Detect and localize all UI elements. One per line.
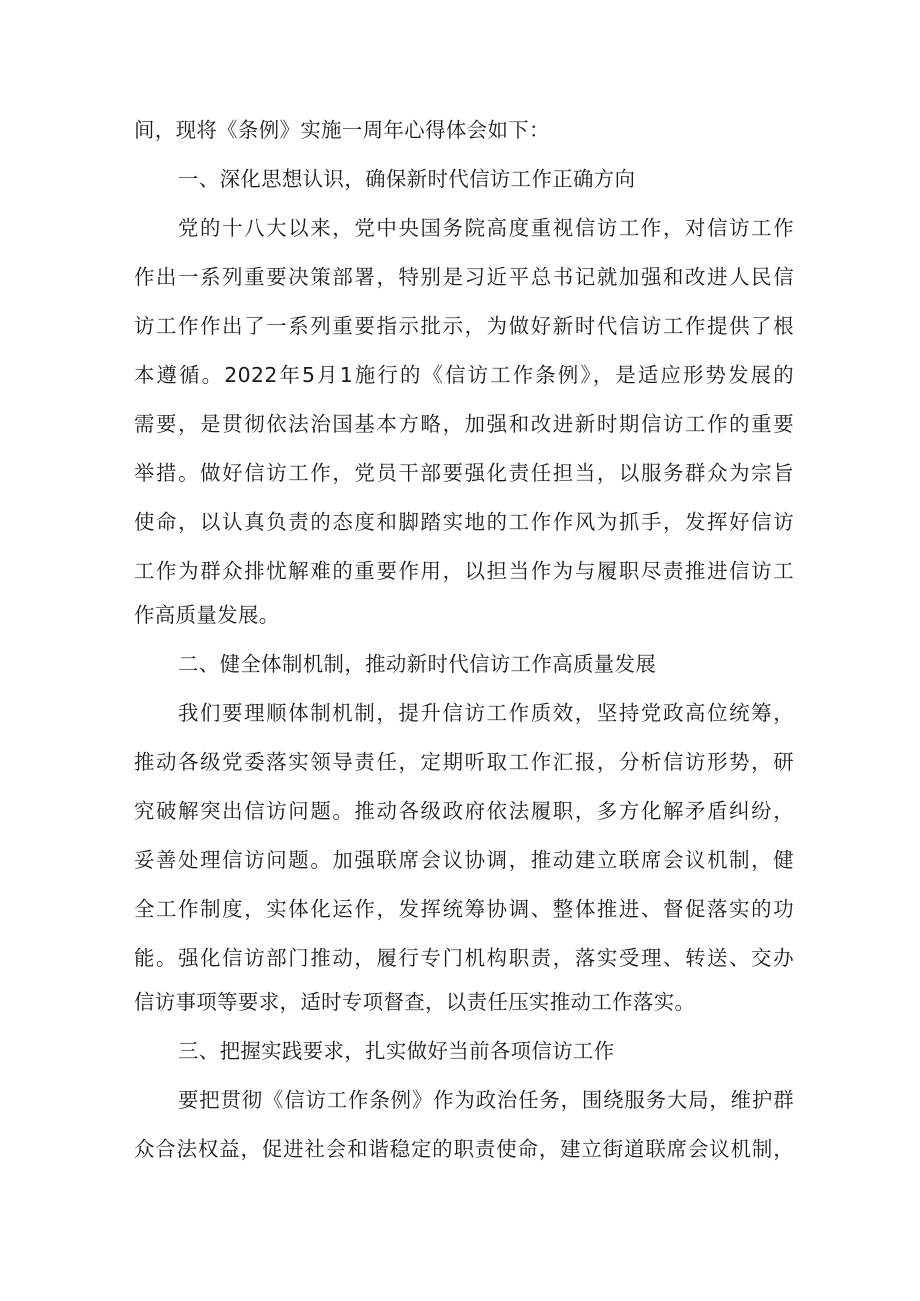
paragraph-line: 妥善处理信访问题。加强联席会议协调，推动建立联席会议机制，健 [134,848,794,872]
paragraph-line: 作高质量发展。 [134,603,280,627]
paragraph-line: 全工作制度，实体化运作，发挥统筹协调、整体推进、督促落实的功 [134,897,794,921]
paragraph-line: 众合法权益，促进社会和谐稳定的职责使命，建立街道联席会议机制， [134,1137,794,1161]
paragraph-line: 工作为群众排忧解难的重要作用，以担当作为与履职尽责推进信访工 [134,559,794,583]
paragraph-line: 推动各级党委落实领导责任，定期听取工作汇报，分析信访形势，研 [134,750,794,774]
section-heading-2: 二、健全体制机制，推动新时代信访工作高质量发展 [178,652,657,676]
section-heading-1: 一、深化思想认识，确保新时代信访工作正确方向 [178,167,636,191]
paragraph-line: 间，现将《条例》实施一周年心得体会如下： [134,118,550,142]
paragraph-line: 需要，是贯彻依法治国基本方略，加强和改进新时期信访工作的重要 [134,412,794,436]
section-heading-3: 三、把握实践要求，扎实做好当前各项信访工作 [178,1039,615,1063]
paragraph-line: 我们要理顺体制机制，提升信访工作质效，坚持党政高位统筹， [178,701,794,725]
paragraph-line: 使命，以认真负责的态度和脚踏实地的工作作风为抓手，发挥好信访 [134,510,794,534]
paragraph-line: 要把贯彻《信访工作条例》作为政治任务，围绕服务大局，维护群 [178,1088,794,1112]
paragraph-line: 究破解突出信访问题。推动各级政府依法履职，多方化解矛盾纠纷， [134,799,794,823]
paragraph-line: 访工作作出了一系列重要指示批示，为做好新时代信访工作提供了根 [134,314,794,338]
paragraph-line: 党的十八大以来，党中央国务院高度重视信访工作，对信访工作 [178,216,794,240]
paragraph-line: 作出一系列重要决策部署，特别是习近平总书记就加强和改进人民信 [134,265,794,289]
paragraph-line: 能。强化信访部门推动，履行专门机构职责，落实受理、转送、交办 [134,946,794,970]
paragraph-line: 信访事项等要求，适时专项督查，以责任压实推动工作落实。 [134,990,696,1014]
paragraph-line: 本遵循。2022年5月1施行的《信访工作条例》，是适应形势发展的 [134,363,794,387]
paragraph-line: 举措。做好信访工作，党员干部要强化责任担当，以服务群众为宗旨 [134,461,794,485]
